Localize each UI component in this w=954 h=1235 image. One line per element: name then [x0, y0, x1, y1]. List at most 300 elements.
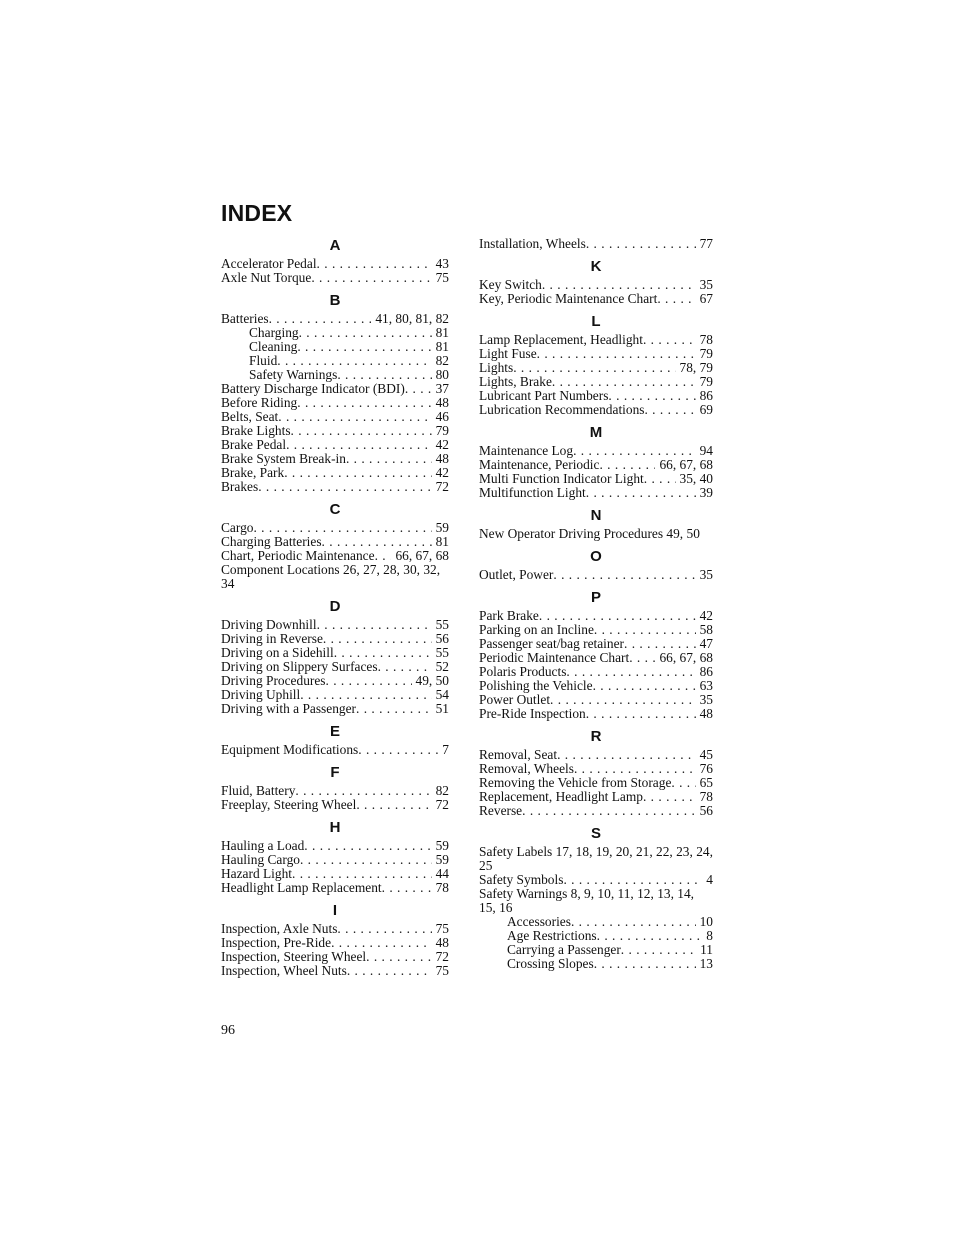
section-letter: R	[590, 728, 602, 745]
dot-leader	[644, 472, 676, 486]
dot-leader	[366, 950, 431, 964]
index-entry	[221, 535, 449, 549]
index-entry	[221, 521, 449, 535]
entry-term: Lubricant Part Numbers	[479, 388, 609, 403]
dot-leader	[317, 257, 432, 271]
index-section	[221, 501, 449, 591]
dot-leader	[347, 964, 432, 978]
entry-pages: 59	[435, 852, 449, 867]
dot-leader	[566, 665, 695, 679]
index-subentry	[479, 915, 713, 929]
dot-leader	[542, 278, 696, 292]
entry-pages: 37	[435, 381, 449, 396]
entry-pages: 65	[699, 775, 713, 790]
entry-pages: 82	[435, 353, 449, 368]
entry-term: Accelerator Pedal	[221, 256, 317, 271]
index-entry	[479, 292, 713, 306]
dot-leader	[643, 333, 696, 347]
entry-term: Safety Symbols	[479, 872, 564, 887]
page-number: 96	[221, 1023, 235, 1038]
index-entry	[221, 410, 449, 424]
dot-leader	[574, 762, 696, 776]
entry-term: Axle Nut Torque	[221, 270, 312, 285]
index-section	[479, 825, 713, 971]
entry-pages: 78	[699, 332, 713, 347]
entry-term: Polishing the Vehicle	[479, 678, 593, 693]
section-letter: L	[591, 313, 601, 330]
entry-term: Outlet, Power	[479, 567, 554, 582]
index-entry	[221, 674, 449, 688]
index-section	[479, 313, 713, 417]
section-letter: E	[329, 723, 340, 740]
index-entry	[479, 375, 713, 389]
index-entry	[479, 762, 713, 776]
entry-term: Removal, Seat	[479, 747, 558, 762]
entry-term: Driving Uphill	[221, 687, 301, 702]
entry-term: Driving with a Passenger	[221, 701, 356, 716]
entry-term: Safety Warnings	[249, 367, 338, 382]
index-section	[479, 728, 713, 818]
section-letter: S	[590, 825, 601, 842]
entry-pages: 77	[699, 236, 713, 251]
index-entry	[479, 472, 713, 486]
entry-pages: 48	[435, 935, 449, 950]
entry-pages: 66, 67, 68	[659, 650, 713, 665]
entry-term: Inspection, Steering Wheel	[221, 949, 367, 964]
entry-pages: 72	[435, 479, 449, 494]
dot-leader	[346, 452, 432, 466]
entry-term: Installation, Wheels	[479, 236, 586, 251]
dot-leader	[322, 535, 432, 549]
entry-term: Cargo	[221, 520, 254, 535]
index-section	[479, 507, 713, 541]
dot-leader	[300, 688, 431, 702]
index-entry	[221, 964, 449, 978]
entry-term: Driving Procedures	[221, 673, 326, 688]
index-entry	[221, 396, 449, 410]
entry-pages: 46	[435, 409, 449, 424]
entry-term: Multi Function Indicator Light	[479, 471, 644, 486]
entry-term: Age Restrictions	[507, 928, 597, 943]
entry-term: Replacement, Headlight Lamp	[479, 789, 643, 804]
section-letter: H	[329, 819, 341, 836]
index-section	[221, 598, 449, 716]
entry-term: Brake System Break-in	[221, 451, 346, 466]
dot-leader	[356, 798, 431, 812]
dot-leader	[624, 637, 696, 651]
dot-leader	[337, 368, 431, 382]
index-entry	[221, 618, 449, 632]
entry-pages: 55	[435, 645, 449, 660]
dot-leader	[277, 354, 431, 368]
dot-leader	[643, 790, 696, 804]
entry-pages: 13	[699, 956, 713, 971]
index-subentry	[479, 943, 713, 957]
index-subentry	[479, 957, 713, 971]
dot-leader	[405, 382, 432, 396]
index-entry	[221, 466, 449, 480]
page-title: INDEX	[221, 200, 293, 226]
entry-pages: 56	[435, 631, 449, 646]
entry-term: Carrying a Passenger	[507, 942, 621, 957]
entry-term: Polaris Products	[479, 664, 567, 679]
entry-term: Batteries	[221, 311, 269, 326]
entry-pages: 78, 79	[679, 360, 713, 375]
entry-pages: 75	[435, 963, 449, 978]
entry-pages: 4	[706, 872, 713, 887]
dot-leader	[597, 929, 703, 943]
index-entry	[479, 568, 713, 582]
index-section	[479, 548, 713, 582]
dot-leader	[629, 651, 655, 665]
dot-leader	[304, 839, 431, 853]
entry-term: Before Riding	[221, 395, 298, 410]
entry-term: Lamp Replacement, Headlight	[479, 332, 643, 347]
dot-leader	[253, 521, 431, 535]
section-letter: P	[590, 589, 601, 606]
entry-pages: 67	[699, 291, 713, 306]
index-entry	[479, 679, 713, 693]
entry-pages: 55	[435, 617, 449, 632]
dot-leader	[358, 743, 438, 757]
entry-pages: 51	[435, 701, 449, 716]
index-entry	[221, 853, 449, 867]
index-entry	[221, 424, 449, 438]
index-entry	[479, 873, 713, 887]
entry-term: Removal, Wheels	[479, 761, 574, 776]
entry-term: Charging	[249, 325, 299, 340]
entry-pages: 35, 40	[679, 471, 713, 486]
dot-leader	[286, 438, 432, 452]
index-entry	[479, 707, 713, 721]
index-entry	[221, 702, 449, 716]
index-entry	[221, 950, 449, 964]
entry-term: Brakes	[221, 479, 259, 494]
index-entry: Safety Warnings 8, 9, 10, 11, 12, 13, 14, 15, 16	[479, 886, 695, 915]
index-entry	[479, 790, 713, 804]
entry-pages: 42	[435, 437, 449, 452]
dot-leader	[258, 480, 431, 494]
entry-pages: 78	[699, 789, 713, 804]
entry-term: Chart, Periodic Maintenance	[221, 548, 375, 563]
entry-pages: 76	[699, 761, 713, 776]
dot-leader	[297, 340, 431, 354]
entry-term: Periodic Maintenance Chart	[479, 650, 630, 665]
entry-term: Driving on a Sidehill	[221, 645, 334, 660]
dot-leader	[571, 915, 696, 929]
index-section	[221, 292, 449, 494]
entry-pages: 59	[435, 520, 449, 535]
index-subentry	[221, 368, 449, 382]
entry-term: Fluid	[249, 353, 278, 368]
dot-leader	[522, 804, 695, 818]
index-entry	[479, 486, 713, 500]
entry-pages: 79	[699, 374, 713, 389]
dot-leader	[573, 444, 696, 458]
index-subentry	[479, 929, 713, 943]
dot-leader	[311, 271, 431, 285]
section-letter: O	[590, 548, 602, 565]
dot-leader	[356, 702, 432, 716]
index-section	[221, 723, 449, 757]
entry-pages: 81	[435, 534, 449, 549]
entry-pages: 45	[699, 747, 713, 762]
entry-term: Equipment Modifications	[221, 742, 359, 757]
index-entry	[479, 748, 713, 762]
index-section	[479, 237, 713, 251]
entry-term: Belts, Seat	[221, 409, 279, 424]
entry-term: Inspection, Pre-Ride	[221, 935, 332, 950]
index-entry	[221, 922, 449, 936]
dot-leader	[513, 361, 675, 375]
section-letter: N	[590, 507, 602, 524]
entry-pages: 80	[435, 367, 449, 382]
section-letter: B	[329, 292, 341, 309]
entry-pages: 10	[699, 914, 713, 929]
entry-pages: 75	[435, 270, 449, 285]
dot-leader	[552, 375, 696, 389]
index-entry	[479, 403, 713, 417]
index-entry	[221, 936, 449, 950]
dot-leader	[594, 957, 696, 971]
index-entry	[221, 688, 449, 702]
entry-pages: 56	[699, 803, 713, 818]
index-entry	[479, 623, 713, 637]
dot-leader	[550, 693, 696, 707]
entry-term: Key, Periodic Maintenance Chart	[479, 291, 658, 306]
index-entry	[479, 609, 713, 623]
entry-pages: 66, 67, 68	[659, 457, 713, 472]
section-letter: M	[589, 424, 603, 441]
dot-leader	[671, 776, 695, 790]
dot-leader	[334, 646, 432, 660]
section-letter: K	[590, 258, 602, 275]
entry-term: Battery Discharge Indicator (BDI)	[221, 381, 405, 396]
entry-pages: 82	[435, 783, 449, 798]
entry-term: Crossing Slopes	[507, 956, 594, 971]
dot-leader	[291, 424, 432, 438]
entry-term: Park Brake	[479, 608, 539, 623]
entry-pages: 42	[435, 465, 449, 480]
entry-pages: 75	[435, 921, 449, 936]
index-entry	[479, 458, 713, 472]
entry-pages: 35	[699, 277, 713, 292]
index-section	[479, 258, 713, 306]
index-entry	[479, 347, 713, 361]
index-entry	[221, 257, 449, 271]
index-entry	[479, 651, 713, 665]
dot-leader	[326, 674, 412, 688]
dot-leader	[563, 873, 702, 887]
dot-leader	[375, 549, 392, 563]
index-section	[221, 237, 449, 285]
entry-term: Power Outlet	[479, 692, 551, 707]
entry-term: Lights	[479, 360, 514, 375]
entry-term: Cleaning	[249, 339, 298, 354]
index-entry	[221, 867, 449, 881]
entry-term: Light Fuse	[479, 346, 537, 361]
entry-pages: 8	[706, 928, 713, 943]
entry-term: Reverse	[479, 803, 523, 818]
index-section	[221, 819, 449, 895]
entry-pages: 48	[435, 451, 449, 466]
dot-leader	[644, 403, 695, 417]
entry-term: Maintenance, Periodic	[479, 457, 600, 472]
entry-pages: 49, 50	[415, 673, 449, 688]
dot-leader	[557, 748, 696, 762]
entry-pages: 79	[699, 346, 713, 361]
index-entry	[479, 389, 713, 403]
index-entry	[221, 646, 449, 660]
dot-leader	[292, 867, 432, 881]
entry-pages: 35	[699, 567, 713, 582]
index-entry	[221, 839, 449, 853]
entry-pages: 78	[435, 880, 449, 895]
index-entry	[221, 452, 449, 466]
entry-term: Driving Downhill	[221, 617, 317, 632]
index-entry	[221, 632, 449, 646]
entry-term: Charging Batteries	[221, 534, 322, 549]
entry-pages: 41, 80, 81, 82	[375, 311, 449, 326]
entry-pages: 43	[435, 256, 449, 271]
entry-term: Inspection, Wheel Nuts	[221, 963, 347, 978]
dot-leader	[594, 623, 696, 637]
entry-term: Driving on Slippery Surfaces	[221, 659, 378, 674]
index-subentry	[221, 354, 449, 368]
index-entry	[479, 361, 713, 375]
section-letter: F	[330, 764, 340, 781]
index-section	[221, 902, 449, 978]
entry-term: Hazard Light	[221, 866, 293, 881]
entry-term: Passenger seat/bag retainer	[479, 636, 625, 651]
index-entry: Safety Labels 17, 18, 19, 20, 21, 22, 23, 24, 25	[479, 844, 713, 873]
entry-term: Key Switch	[479, 277, 542, 292]
dot-leader	[323, 632, 432, 646]
entry-term: Pre-Ride Inspection	[479, 706, 586, 721]
dot-leader	[284, 466, 431, 480]
section-letter: I	[332, 902, 338, 919]
entry-term: Lights, Brake	[479, 374, 552, 389]
entry-pages: 7	[442, 742, 449, 757]
entry-pages: 72	[435, 949, 449, 964]
entry-pages: 48	[699, 706, 713, 721]
entry-pages: 69	[699, 402, 713, 417]
entry-term: Brake Pedal	[221, 437, 287, 452]
index-entry	[479, 237, 713, 251]
entry-term: Freeplay, Steering Wheel	[221, 797, 357, 812]
index-entry	[221, 798, 449, 812]
index-entry	[479, 804, 713, 818]
entry-term: Parking on an Incline	[479, 622, 594, 637]
index-entry	[221, 660, 449, 674]
index-section	[221, 764, 449, 812]
entry-pages: 52	[435, 659, 449, 674]
entry-pages: 39	[699, 485, 713, 500]
section-letter: D	[329, 598, 341, 615]
dot-leader	[537, 347, 696, 361]
entry-pages: 86	[699, 388, 713, 403]
entry-term: Driving in Reverse	[221, 631, 323, 646]
index-entry	[221, 312, 449, 326]
dot-leader	[297, 396, 431, 410]
entry-pages: 72	[435, 797, 449, 812]
index-entry	[479, 444, 713, 458]
dot-leader	[317, 618, 432, 632]
dot-leader	[382, 881, 432, 895]
index-subentry	[221, 340, 449, 354]
entry-term: Multifunction Light	[479, 485, 586, 500]
index-entry: New Operator Driving Procedures 49, 50	[479, 526, 700, 541]
dot-leader	[300, 853, 432, 867]
entry-pages: 47	[699, 636, 713, 651]
index-entry	[221, 480, 449, 494]
entry-term: Hauling a Load	[221, 838, 305, 853]
entry-term: Headlight Lamp Replacement	[221, 880, 382, 895]
entry-term: Accessories	[507, 914, 571, 929]
dot-leader	[269, 312, 372, 326]
index-entry	[221, 743, 449, 757]
dot-leader	[295, 784, 431, 798]
index-entry	[479, 693, 713, 707]
entry-pages: 66, 67, 68	[395, 548, 449, 563]
section-letter: C	[329, 501, 341, 518]
index-entry	[479, 333, 713, 347]
index-entry	[221, 438, 449, 452]
index-column-left	[221, 237, 449, 985]
dot-leader	[586, 237, 696, 251]
dot-leader	[599, 458, 655, 472]
index-entry	[221, 784, 449, 798]
index-entry	[221, 881, 449, 895]
index-entry	[479, 637, 713, 651]
entry-term: Lubrication Recommendations	[479, 402, 645, 417]
entry-pages: 81	[435, 339, 449, 354]
entry-pages: 48	[435, 395, 449, 410]
entry-term: Hauling Cargo	[221, 852, 300, 867]
dot-leader	[299, 326, 432, 340]
dot-leader	[553, 568, 695, 582]
index-entry	[221, 549, 449, 563]
index-section	[479, 424, 713, 500]
entry-term: Fluid, Battery	[221, 783, 296, 798]
dot-leader	[586, 486, 696, 500]
index-entry	[221, 271, 449, 285]
entry-pages: 63	[699, 678, 713, 693]
entry-pages: 54	[435, 687, 449, 702]
index-entry	[479, 776, 713, 790]
entry-pages: 35	[699, 692, 713, 707]
dot-leader	[337, 922, 431, 936]
dot-leader	[378, 660, 432, 674]
dot-leader	[593, 679, 696, 693]
entry-pages: 58	[699, 622, 713, 637]
section-letter: A	[329, 237, 341, 254]
dot-leader	[539, 609, 696, 623]
index-entry	[479, 665, 713, 679]
entry-pages: 81	[435, 325, 449, 340]
index-section	[479, 589, 713, 721]
entry-pages: 86	[699, 664, 713, 679]
dot-leader	[278, 410, 431, 424]
entry-pages: 59	[435, 838, 449, 853]
dot-leader	[586, 707, 696, 721]
index-entry: Component Locations 26, 27, 28, 30, 32, 34	[221, 562, 441, 591]
dot-leader	[608, 389, 695, 403]
index-entry	[479, 278, 713, 292]
index-column-right	[479, 237, 713, 978]
entry-term: Brake Lights	[221, 423, 291, 438]
index-subentry	[221, 326, 449, 340]
